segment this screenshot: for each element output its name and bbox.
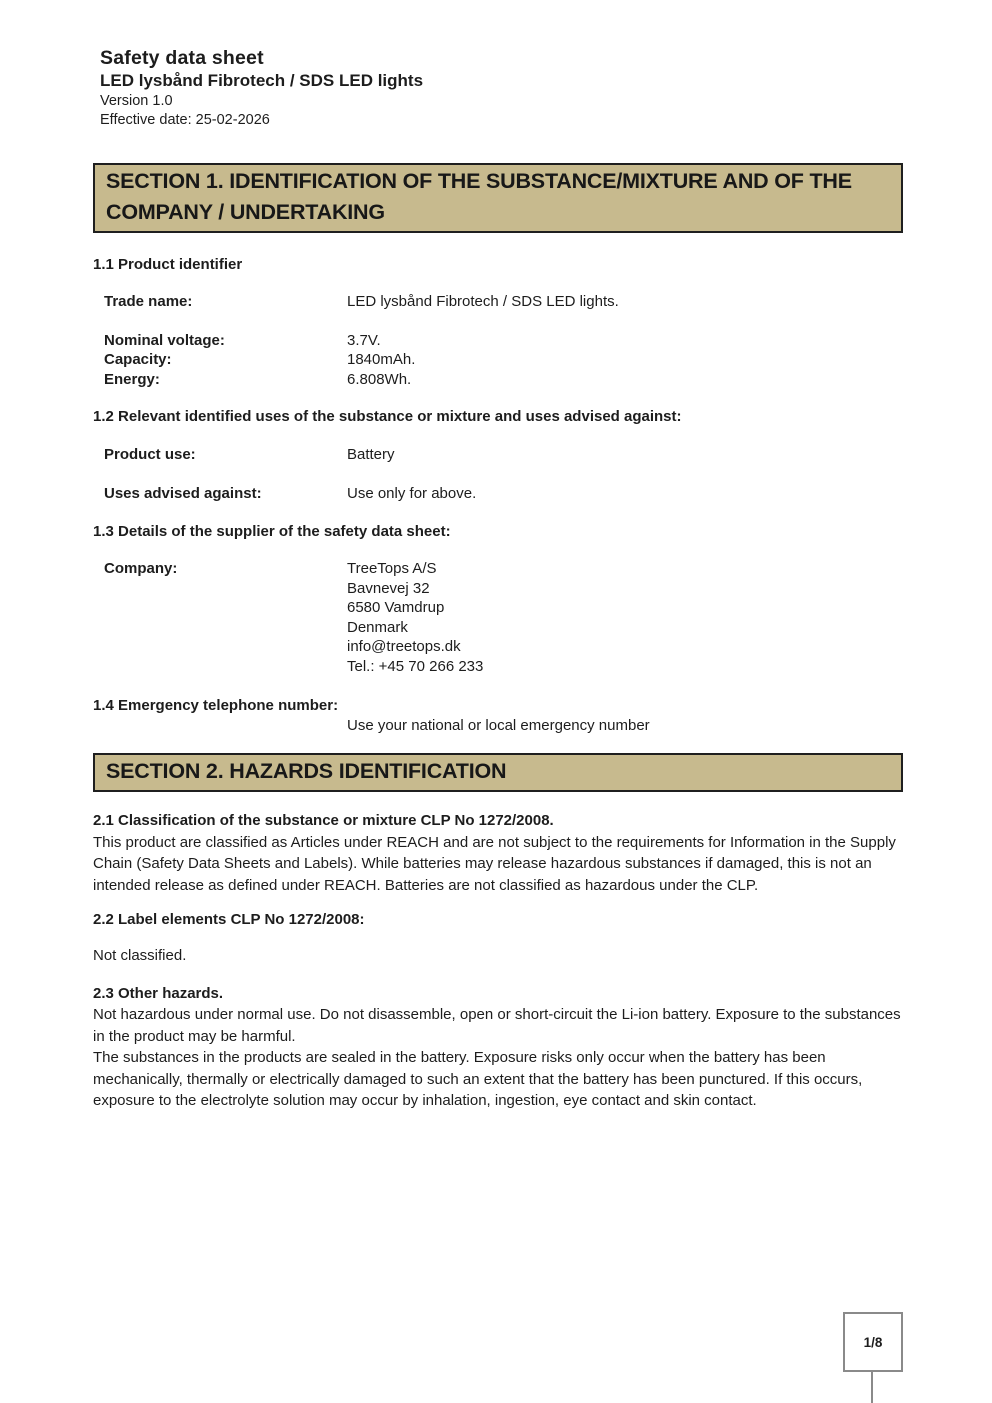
heading-2-1: 2.1 Classification of the substance or mixture CLP No 1272/2008. — [93, 812, 554, 829]
nominal-voltage-row — [104, 331, 903, 351]
other-hazards-paragraph-2: The substances in the products are sealed in the battery. Exposure risks only occur when the battery has been mechanically, thermally or electrically damaged to such an extent that the battery has been punctured. If this occurs, exposure to the electrolyte solution may occur by inhalation, ingestion, eye contact and skin contact. — [93, 1049, 863, 1109]
document-header — [100, 46, 423, 129]
electrical-specs-group — [93, 331, 903, 390]
trade-name-value: LED lysbånd Fibrotech / SDS LED lights. — [347, 293, 619, 310]
capacity-row — [104, 350, 903, 370]
effective-date-line: Effective date: 25-02-2026 — [100, 111, 270, 128]
trade-name-row — [104, 292, 903, 312]
product-use-value: Battery — [347, 446, 395, 463]
company-address-block — [347, 559, 903, 676]
company-row — [104, 559, 903, 676]
version-line: Version 1.0 — [100, 93, 173, 109]
classification-body: This product are classified as Articles under REACH and are not subject to the requirements for Information in the Supply Chain (Safety Data Sheets and Labels). While batteries may release hazardous substances if damaged, this is not an intended release as defined under REACH. Batteries are not classified as hazardous under the CLP. — [93, 833, 896, 894]
company-street: Bavnevej 32 — [347, 579, 430, 597]
capacity-label: Capacity: — [104, 351, 172, 368]
uses-advised-against-value: Use only for above. — [347, 485, 477, 502]
heading-2-2: 2.2 Label elements CLP No 1272/2008: — [93, 910, 365, 928]
emergency-number-value: Use your national or local emergency number — [347, 716, 650, 734]
document-title: Safety data sheet — [100, 47, 264, 69]
energy-label: Energy: — [104, 370, 160, 388]
page-number-connector-line — [871, 1372, 873, 1403]
company-email: info@treetops.dk — [347, 638, 461, 655]
trade-name-label: Trade name: — [104, 293, 193, 310]
heading-2-3: 2.3 Other hazards. — [93, 984, 224, 1002]
other-hazards-paragraph-1: Not hazardous under normal use. Do not disassemble, open or short-circuit the Li-ion battery. Exposure to the substances in the product may be harmful. — [93, 1006, 901, 1045]
label-elements-body: Not classified. — [93, 946, 187, 964]
energy-value: 6.808Wh. — [347, 370, 412, 388]
company-country: Denmark — [347, 618, 408, 636]
uses-advised-against-label: Uses advised against: — [104, 485, 262, 502]
heading-1-3: 1.3 Details of the supplier of the safety data sheet: — [93, 523, 451, 540]
heading-1-4: 1.4 Emergency telephone number: — [93, 697, 339, 714]
nominal-voltage-label: Nominal voltage: — [104, 331, 225, 349]
document-body — [93, 163, 903, 1112]
section-1-header-bar: SECTION 1. IDENTIFICATION OF THE SUBSTANCE/MIXTURE AND OF THE COMPANY / UNDERTAKING — [93, 163, 903, 233]
energy-row — [104, 370, 903, 390]
heading-1-2: 1.2 Relevant identified uses of the substance or mixture and uses advised against: — [93, 408, 682, 425]
product-use-label: Product use: — [104, 446, 196, 463]
company-city: 6580 Vamdrup — [347, 599, 445, 616]
page-number: 1/8 — [863, 1334, 883, 1350]
nominal-voltage-value: 3.7V. — [347, 331, 381, 349]
uses-advised-against-row — [104, 484, 903, 504]
product-use-row — [104, 445, 903, 465]
section-2-header-bar: SECTION 2. HAZARDS IDENTIFICATION — [93, 753, 903, 792]
company-name: TreeTops A/S — [347, 560, 437, 577]
page-number-box — [843, 1312, 903, 1372]
company-label: Company: — [104, 560, 178, 577]
capacity-value: 1840mAh. — [347, 351, 416, 368]
company-phone: Tel.: +45 70 266 233 — [347, 657, 484, 675]
product-name-line: LED lysbånd Fibrotech / SDS LED lights — [100, 71, 424, 90]
heading-1-1: 1.1 Product identifier — [93, 256, 243, 273]
